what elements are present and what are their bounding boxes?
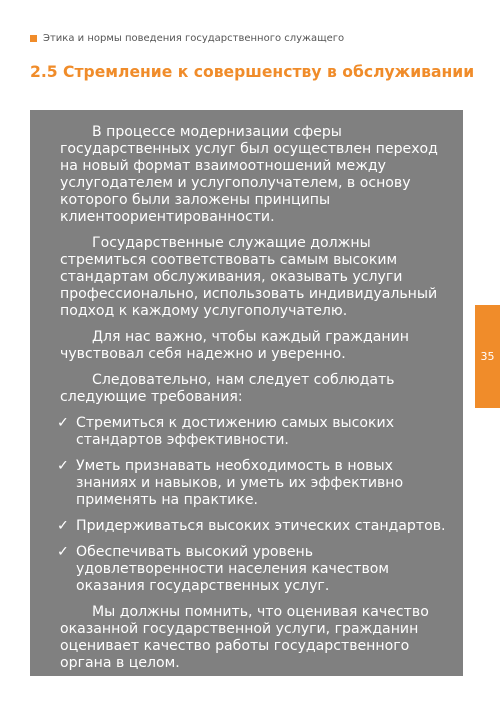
requirement-item xyxy=(57,415,449,449)
paragraph-citizen-confidence: Для нас важно, чтобы каждый гражданин чувствовал себя надежно и уверенно. xyxy=(60,329,409,362)
header-square-icon xyxy=(30,35,37,42)
paragraph-modernization: В процессе модернизации сферы государственных услуг был осуществлен переход на новый формат взаимоотношений между услугодателем и услугополучателем, в основу которого были заложены принципы клиентоориентированности. xyxy=(60,124,438,225)
paragraph-service-standards: Государственные служащие должны стремиться соответствовать самым высоким стандартам обслуживания, оказывать услуги профессионально, использовать индивидуальный подход к каждому услугополучателю. xyxy=(60,235,438,319)
checkmark-icon: ✓ xyxy=(57,544,69,560)
requirement-text: Придерживаться высоких этических стандартов. xyxy=(76,518,446,534)
checkmark-icon: ✓ xyxy=(57,458,69,474)
requirement-item xyxy=(57,458,449,509)
page-number-tab xyxy=(475,305,500,408)
checkmark-icon: ✓ xyxy=(57,415,69,431)
requirement-text: Стремиться к достижению самых высоких стандартов эффективности. xyxy=(76,415,395,448)
page-number: 35 xyxy=(480,350,495,363)
requirement-item xyxy=(57,518,449,535)
paragraph-closing: Мы должны помнить, что оценивая качество оказанной государственной услуги, гражданин оценивает качество работы государственного органа в целом. xyxy=(60,604,429,671)
checkmark-icon: ✓ xyxy=(57,518,69,534)
section-title: 2.5 Стремление к совершенству в обслуживании xyxy=(30,63,475,81)
paragraph-requirements-intro: Следовательно, нам следует соблюдать следующие требования: xyxy=(60,372,395,405)
requirement-text: Уметь признавать необходимость в новых знаниях и навыков, и уметь их эффективно применять на практике. xyxy=(76,458,404,508)
running-header-text: Этика и нормы поведения государственного служащего xyxy=(43,32,345,44)
requirement-text: Обеспечивать высокий уровень удовлетворенности населения качеством оказания государственных услуг. xyxy=(76,544,390,594)
requirement-item xyxy=(57,544,449,595)
running-header xyxy=(30,31,344,45)
content-box xyxy=(30,110,463,676)
